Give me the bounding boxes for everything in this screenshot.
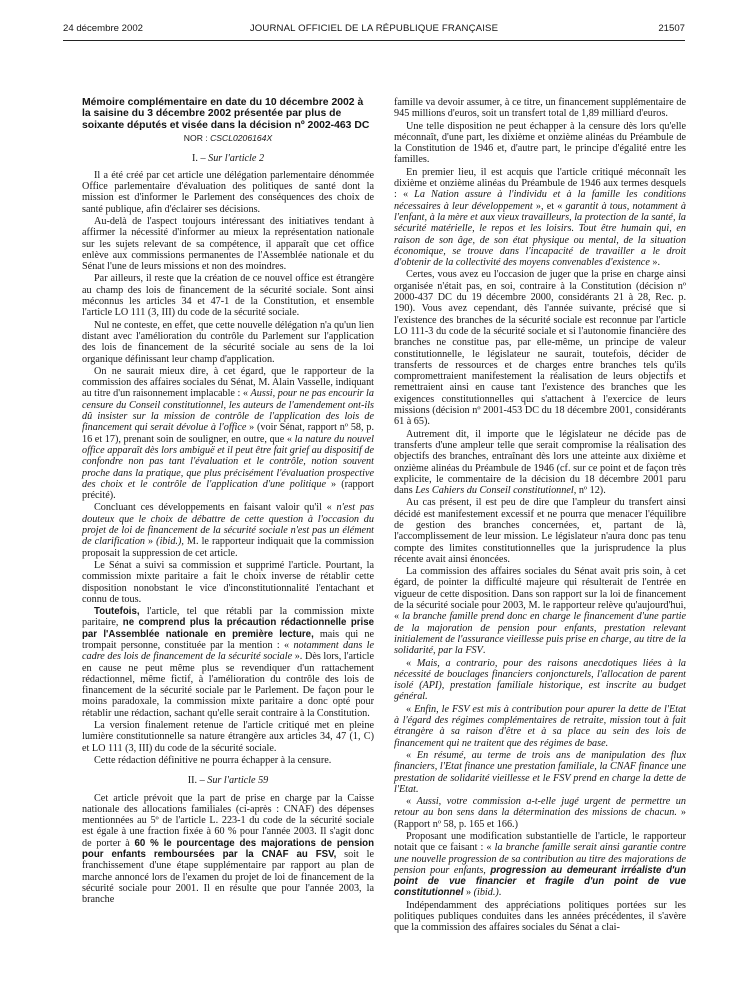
text-run: soit le franchissement d'une étape supplémentaire par rapport au plan de marche annoncé lors de l'examen du projet de loi de financement de la sécurité sociale pour 2001. Il en résulte que pour l'année 2003, la branche (82, 849, 374, 906)
paragraph: Le Sénat a suivi sa commission et supprimé l'article. Pourtant, la commission mixte paritaire a fait le choix inverse de rétablir cette disposition nonobstant le vice d'inconstitutionnalité l'entachant et connu de tous. (82, 559, 374, 605)
ibid-reference: (ibid.) (156, 536, 182, 548)
paragraph: Par ailleurs, il reste que la création de ce nouvel office est étrangère au champ des lois de financement de la sécurité sociale. Sont ainsi méconnus les articles 34 et 47-1 de la Constitution, et ensemble l'article LO 111 (3, III) du code de la sécurité sociale. (82, 273, 374, 319)
text-run: . (498, 887, 502, 899)
paragraph: Au-delà de l'aspect toujours intéressant des initiatives tendant à affirmer la nécessité d'informer au mieux la représentation nationale sur les sujets relevant de sa compétence, il apparaît que cet office enlève aux commissions permanentes de l'Assemblée nationale et du Sénat l'une de leurs missions et non des moindres. (82, 216, 374, 273)
text-run: « (406, 749, 417, 761)
paragraph: Cette rédaction définitive ne pourra échapper à la censure. (94, 754, 332, 766)
page-number: 21507 (658, 23, 685, 34)
paragraph (82, 502, 374, 558)
paragraph (394, 796, 686, 830)
text-run: mais qui ne trompait personne, constituée par la mention : « (82, 628, 374, 651)
paragraph (394, 167, 686, 269)
heading-text: Sur l'article 59 (207, 775, 269, 787)
nor-code: CSCL0206164X (210, 133, 273, 144)
text-run: » (145, 536, 157, 548)
quotation: la branche famille prend donc en charge le financement d'une partie de la majoration de pension pour enfants, prestation relevant initialement de l'assurance vieillesse puis prise en charge, au titre de la solidarité, par la FSV (394, 611, 686, 657)
section-heading-article-59 (82, 775, 374, 786)
bold-text: Toutefois, (94, 606, 140, 618)
header-rule (63, 40, 685, 41)
text-run: « (406, 703, 415, 715)
quotation: notamment dans le cadre des lois de financement de la sécurité sociale (82, 639, 374, 663)
paragraph (82, 606, 374, 719)
journal-title: JOURNAL OFFICIEL DE LA RÉPUBLIQUE FRANÇAISE (249, 23, 499, 34)
text-run: », et « (532, 200, 566, 212)
header-date: 24 décembre 2002 (63, 23, 144, 34)
text-run: , M. le rapporteur indiquait que la commission proposait la suppression de cet article. (82, 536, 375, 559)
text-run: En premier lieu, il est acquis que l'article critiqué méconnaît les dixième et onzième alinéas du Préambule de 1946 aux termes desquels : « (394, 166, 686, 201)
quotation: La Nation assure à l'individu et à la famille les conditions nécessaires à leur développement (394, 189, 686, 212)
text-run: Autrement dit, il importe que le législateur ne décide pas de transferts d'une ampleur telle que serait compromise la réalisation des objectifs des branches, entraînant dès lors une atteinte aux dixième et onzième alinéas du Préambule de 1946 (cf. sur ce point et de façon très explicite, le commentaire de la décision du 18 décembre 2001 paru dans (394, 428, 686, 497)
paragraph (394, 831, 686, 899)
text-run: » (rapport précité). (82, 478, 375, 502)
text-run: Cet article prévoit que la part de prise en charge par la Caisse nationale des allocations familiales (ci-après : CNAF) des dépenses mentionnées au 5º de l'article L. 223-1 du code de la sécurité sociale est égale à une fraction fixée à 60 % pour l'année 2003. Il s'agit donc de porter à (82, 792, 374, 849)
text-run: Proposant une modification substantielle de l'article, le rapporteur notait que ce faisant : « (394, 831, 686, 854)
bold-quotation: progression au demeurant irréaliste d'un point de vue financier et fragile d'un point de vue constitutionnel (394, 864, 686, 899)
heading-number: II. – (187, 775, 205, 787)
quotation: n'est pas douteux que le choix de débattre de cette question à l'occasion du projet de loi de financement de la sécurité sociale n'est pas un élément de clarification (82, 502, 374, 548)
text-run: Concluant ces développements en faisant valoir qu'il « (94, 502, 337, 514)
text-run: » (Rapport nº 58, p. 165 et 166.) (394, 807, 686, 830)
paragraph (394, 704, 686, 749)
paragraph: Nul ne conteste, en effet, que cette nouvelle délégation n'a qu'un lien distant avec l'amélioration du contrôle du Parlement sur l'application des lois de financement de la sécurité sociale au sens de la loi organique définissant leur champ d'application. (82, 319, 374, 365)
nor-label: NOR : (183, 133, 208, 144)
bold-text: ne comprend plus la précaution rédactionnelle prise par l'Assemblée nationale en première lecture, (82, 617, 374, 640)
paragraph: Indépendamment des appréciations politiques portées sur les politiques publiques conduites dans les années précédentes, il s'avère que la commission des affaires sociales du Sénat a clai- (394, 899, 686, 934)
text-run: » (voir Sénat, rapport nº 58, p. 16 et 17), prenant soin de souligner, en outre, que « (82, 422, 374, 445)
heading-number: I. – (191, 152, 206, 164)
bold-text: 60 % le pourcentage des majorations de pension pour enfants remboursées par la CNAF au FSV, (82, 837, 374, 861)
paragraph: Il a été créé par cet article une délégation parlementaire dénommée Office parlementaire d'évaluation des politiques de santé dont la mission est d'informer le Parlement des conséquences des choix de santé publique, afin d'éclairer ses décisions. (82, 169, 374, 215)
text-run: « (406, 657, 417, 669)
left-column (82, 97, 374, 907)
text-run: On ne saurait mieux dire, à cet égard, que le rapporteur de la commission des affaires sociales du Sénat, M. Alain Vasselle, indiquant au titre d'un raisonnement implacable : « (82, 365, 374, 400)
text-run: ». (649, 257, 661, 269)
paragraph: Une telle disposition ne peut échapper à la censure dès lors qu'elle méconnaît, d'une part, les dixième et onzième alinéas du Préambule de la Constitution de 1946 et, d'autre part, le principe d'égalité entre les familles. (394, 120, 686, 166)
section-heading-article-2 (82, 153, 374, 164)
paragraph: Certes, vous avez eu l'occasion de juger que la prise en charge ainsi organisée n'était pas, en soi, contraire à la Constitution (décision nº 2000-437 DC du 19 décembre 2000, considérants 21 à 28, Rec. p. 190). Vous avez cependant, dès l'année suivante, précisé que si l'existence des branches de la sécurité sociale est reconnue par l'article LO 111-3 du code de la sécurité sociale et si l'autonomie financière des branches ne constitue pas, par elle-même, un principe de valeur constitutionnelle, le législateur ne saurait, toutefois, décider de transferts de ressources et de charges entre branches tels qu'ils compromettraient manifestement la réalisation de leurs objectifs et remettraient ainsi en cause tant l'existence des branches que les exigences constitutionnelles qui s'attachent à l'exercice de leurs missions (décision nº 2001-453 DC du 18 décembre 2001, considérants 61 à 65). (394, 269, 686, 428)
quotation: Aussi, votre commission a-t-elle jugé urgent de permettre un retour au bon sens dans la détermination des missions de chacun. (394, 796, 686, 819)
quotation: la nature du nouvel office apparaît dès lors ambiguë et il peut être fait grief au dispositif de confondre non pas tant l'évaluation et le contrôle, notion souvent proche dans la pratique, que plus précisément l'évaluation prospective des choix et le contrôle de l'application d'une politique (82, 433, 374, 490)
publication-title: Les Cahiers du Conseil constitutionnel (415, 485, 574, 497)
paragraph (394, 566, 686, 656)
text-run: , nº 12). (573, 485, 606, 497)
nor-reference (82, 133, 374, 144)
paragraph (82, 366, 374, 502)
running-header (63, 22, 685, 36)
text-run: La commission des affaires sociales du Sénat avait pris soin, à cet égard, de pointer la difficulté majeure qui résulterait de l'entrée en vigueur de cette disposition. Dans son rapport sur la loi de financement de la sécurité sociale pour 2003, M. le rapporteur relève qu'aujourd'hui, « (394, 566, 686, 623)
quotation: la branche famille serait ainsi garantie contre une nouvelle progression de sa contribution au titre des majorations de pension pour enfants, (394, 842, 686, 876)
paragraph (394, 658, 686, 703)
memo-title: Mémoire complémentaire en date du 10 décembre 2002 à la saisine du 3 décembre 2002 présentée par plus de soixante députés et visée dans la décision nº 2002-463 DC (82, 97, 370, 131)
paragraph: La version finalement retenue de l'article critiqué met en pleine lumière constitutionnelle sa nature étrangère aux articles 34, 47 (1, C) et LO 111 (3, III) du code de la sécurité sociale. (82, 720, 374, 754)
paragraph (394, 750, 686, 795)
paragraph (394, 429, 686, 497)
quotation: Aussi, pour ne pas encourir la censure du Conseil constitutionnel, les auteurs de l'amendement ont-ils dû insister sur la mission de contrôle de l'application des lois de financement qui serait dévolue à l'office (82, 388, 374, 434)
quotation: Mais, a contrario, pour des raisons anecdotiques liées à la nécessité de bouclages financiers conjoncturels, l'allocation de parent isolé (API), prestation familiale historique, est inscrite au budget général. (394, 657, 686, 703)
quotation: En résumé, au terme de trois ans de manipulation des flux financiers, l'Etat finance une prestation familiale, la CNAF finance une prestation de solidarité vieillesse et le FSV prend en charge la dette de l'Etat. (394, 749, 686, 795)
text-run: l'article, tel que rétabli par la commission mixte paritaire, (82, 606, 374, 629)
quotation: garantit à tous, notamment à l'enfant, à la mère et aux vieux travailleurs, la protection de la santé, la sécurité matérielle, le repos et les loisirs. Tout être humain qui, en raison de son âge, de son état physique ou mental, de la situation économique, se trouve dans l'incapacité de travailler a le droit d'obtenir de la collectivité des moyens convenables d'existence (394, 200, 686, 269)
quotation: Enfin, le FSV est mis à contribution pour apurer la dette de l'Etat à l'égard des régimes complémentaires de retraite, mission tout à fait étrangère à sa raison d'être et à sa place au sein des lois de financement qui ne traitent que des régimes de base. (394, 703, 687, 749)
right-column (394, 97, 686, 935)
text-run: ». Dès lors, l'article en cause ne peut même plus se revendiquer d'un rattachement rédactionnel, même fictif, à l'amélioration du contrôle des lois de financement de la sécurité sociale par le Parlement. De façon pour le moins paradoxale, la commission mixte paritaire a donc opté pour rétablir une rédaction, sachant qu'elle serait contraire à la Constitution. (82, 651, 374, 719)
text-run: » (463, 887, 474, 899)
ibid-reference: (ibid.) (473, 887, 499, 899)
heading-text: Sur l'article 2 (208, 152, 265, 164)
text-run: . (482, 645, 486, 657)
paragraph: Au cas présent, il est peu de dire que l'ampleur du transfert ainsi décidé est manifestement excessif et ne pourra que menacer l'équilibre de gestion des branches concernées, et, partant de là, l'accomplissement de leur mission. Le législateur n'aura donc pas tenu compte des limites constitutionnelles que la jurisprudence la plus récente avait ainsi énoncées. (394, 497, 686, 565)
paragraph: famille va devoir assumer, à ce titre, un financement supplémentaire de 945 millions d'euros, soit un transfert total de 1,89 milliard d'euros. (394, 97, 686, 120)
paragraph (82, 793, 374, 906)
text-run: « (406, 796, 417, 808)
